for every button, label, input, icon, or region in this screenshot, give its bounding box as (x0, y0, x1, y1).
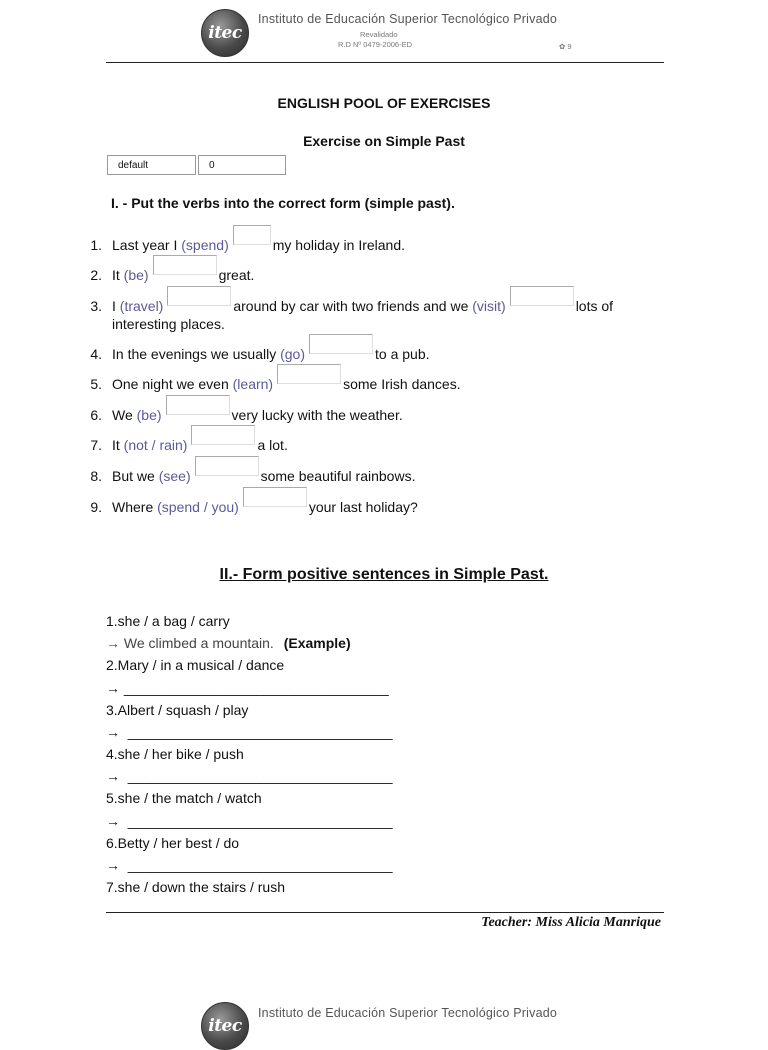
answer-blank[interactable] (510, 286, 574, 306)
item-text: Where (112, 499, 158, 515)
prompt-3: 3.Albert / squash / play (106, 702, 249, 718)
section1-heading: I. - Put the verbs into the correct form (simple past). (111, 195, 455, 211)
exercise-item-6 (112, 407, 403, 427)
answer-line-3[interactable]: → __________________________________ (106, 724, 393, 740)
resolution-number: R.D Nº 0479-2006-ED (338, 40, 413, 49)
item-text: In the evenings we usually (112, 346, 281, 362)
item-text: my holiday in Ireland. (272, 237, 406, 253)
item-text: But we (112, 468, 159, 484)
verb-hint: (be) (136, 407, 162, 423)
exercise-item-8 (112, 468, 415, 488)
exercise-item-5 (112, 376, 461, 396)
prompt-5: 5.she / the match / watch (106, 790, 262, 806)
page-title: ENGLISH POOL OF EXERCISES (277, 95, 491, 111)
item-number: 9. (90, 499, 102, 515)
default-field[interactable]: default (107, 155, 196, 175)
prompt-4: 4.she / her bike / push (106, 746, 244, 762)
verb-hint: (learn) (232, 376, 274, 392)
answer-blank[interactable] (233, 225, 271, 245)
score-field[interactable]: 0 (198, 155, 286, 175)
page-mark: ✿ 9 (559, 42, 572, 51)
item-text: I (112, 298, 120, 314)
footer-rule (106, 912, 664, 913)
item-number: 1. (90, 237, 102, 253)
answer-blank[interactable] (167, 286, 231, 306)
item-number: 6. (90, 407, 102, 423)
item-text: We (112, 407, 137, 423)
item-text: One night we even (112, 376, 233, 392)
answer-blank[interactable] (195, 456, 259, 476)
item-3-continuation: interesting places. (112, 316, 225, 332)
answer-line-2[interactable]: → __________________________________ (106, 680, 389, 696)
verb-hint: (spend) (181, 237, 229, 253)
item-text: around by car with two friends and we (233, 298, 473, 314)
answer-line-5[interactable]: → __________________________________ (106, 813, 393, 829)
item-text: some Irish dances. (343, 376, 461, 392)
answer-blank[interactable] (166, 395, 230, 415)
answer-blank[interactable] (153, 255, 217, 275)
verb-hint: (travel) (119, 298, 164, 314)
verb-hint: (spend / you) (157, 499, 239, 515)
item-text: lots of (575, 298, 614, 314)
item-number: 3. (90, 298, 102, 314)
answer-line-4[interactable]: → __________________________________ (106, 768, 393, 784)
logo-text: itec (208, 23, 242, 43)
logo-text: itec (208, 1016, 242, 1036)
item-number: 5. (90, 376, 102, 392)
exercise-item-9 (112, 499, 418, 519)
answer-line-6[interactable]: → __________________________________ (106, 857, 393, 873)
item-number: 7. (90, 437, 102, 453)
item-number: 4. (90, 346, 102, 362)
prompt-2: 2.Mary / in a musical / dance (106, 657, 285, 673)
verb-hint: (be) (123, 267, 149, 283)
item-text: your last holiday? (308, 499, 418, 515)
answer-blank[interactable] (309, 334, 373, 354)
example-line (106, 635, 351, 651)
example-label: (Example) (283, 635, 351, 651)
teacher-name: Teacher: Miss Alicia Manrique (481, 915, 661, 930)
item-text: great. (218, 267, 255, 283)
itec-logo-next-page (201, 1002, 249, 1050)
answer-blank[interactable] (191, 425, 255, 445)
item-text: a lot. (257, 437, 288, 453)
item-number: 2. (90, 267, 102, 283)
item-number: 8. (90, 468, 102, 484)
institution-name-next-page: Instituto de Educación Superior Tecnológico Privado (258, 1006, 558, 1020)
item-text: very lucky with the weather. (231, 407, 403, 423)
item-text: to a pub. (375, 346, 430, 362)
verb-hint: (go) (280, 346, 306, 362)
section2-heading: II.- Form positive sentences in Simple Past. (219, 566, 549, 583)
exercise-item-7 (112, 437, 288, 457)
answer-blank[interactable] (243, 487, 307, 507)
item-text: It (112, 267, 124, 283)
prompt-7: 7.she / down the stairs / rush (106, 879, 285, 895)
exercise-item-4 (112, 346, 430, 366)
exercise-subtitle: Exercise on Simple Past (303, 133, 465, 149)
item-text: Last year I (112, 237, 182, 253)
exercise-item-3 (112, 298, 613, 318)
revalidado-text: Revalidado (360, 30, 398, 39)
verb-hint: (not / rain) (123, 437, 188, 453)
example-sentence: → We climbed a mountain. (106, 635, 274, 651)
exercise-item-2 (112, 267, 254, 287)
header-rule (106, 62, 664, 63)
prompt-6: 6.Betty / her best / do (106, 835, 240, 851)
verb-hint: (see) (158, 468, 191, 484)
item-text: It (112, 437, 124, 453)
prompt-1: 1.she / a bag / carry (106, 613, 230, 629)
answer-blank[interactable] (277, 364, 341, 384)
itec-logo (201, 9, 249, 57)
institution-name: Instituto de Educación Superior Tecnológico Privado (258, 12, 558, 26)
verb-hint: (visit) (472, 298, 506, 314)
item-text: some beautiful rainbows. (260, 468, 416, 484)
exercise-item-1 (112, 237, 405, 257)
